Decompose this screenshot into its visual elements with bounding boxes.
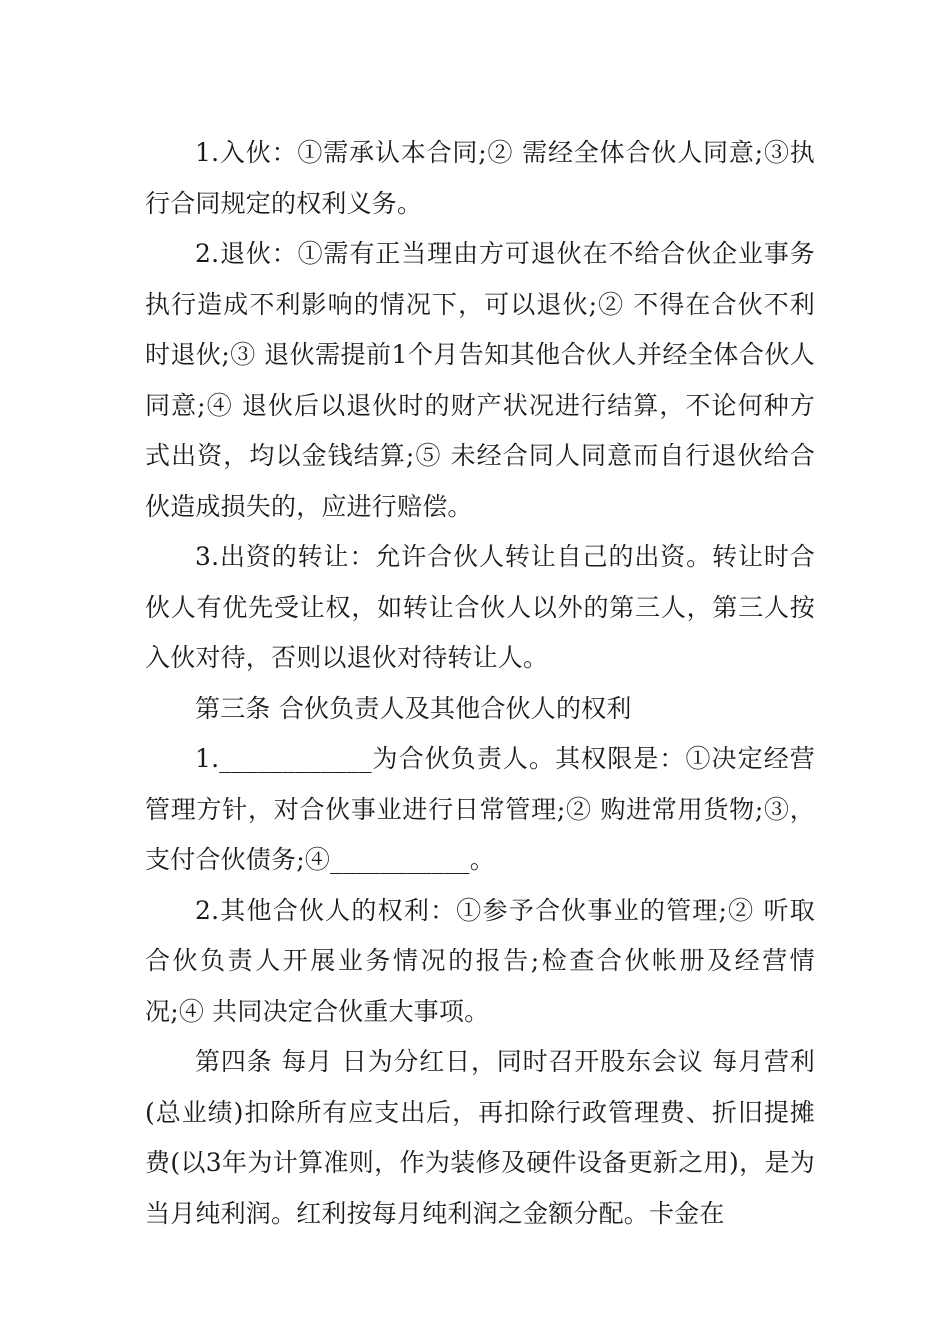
document-body <box>145 128 815 1239</box>
article-four-dividends: 第四条 每月 日为分红日，同时召开股东会议 每月营利(总业绩)扣除所有应支出后，再扣除行政管理费、折旧提摊费(以3年为计算准则，作为装修及硬件设备更新之用)，是为当月纯利润。红利按每月纯利润之金额分配。卡金在 <box>145 1047 815 1228</box>
clause-admission: 1.入伙：①需承认本合同;② 需经全体合伙人同意;③执行合同规定的权利义务。 <box>145 138 815 218</box>
clause-manager-authority: 1.____________为合伙负责人。其权限是：①决定经营管理方针，对合伙事业进行日常管理;② 购进常用货物;③，支付合伙债务;④___________。 <box>145 744 815 874</box>
clause-withdrawal: 2.退伙：①需有正当理由方可退伙在不给合伙企业事务执行造成不利影响的情况下，可以退伙;② 不得在合伙不利时退伙;③ 退伙需提前1个月告知其他合伙人并经全体合伙人同意;④ 退伙后以退伙时的财产状况进行结算，不论何种方式出资，均以金钱结算;⑤ 未经合同人同意而自行退伙给合伙造成损失的，应进行赔偿。 <box>145 239 815 521</box>
clause-partner-rights: 2.其他合伙人的权利：①参予合伙事业的管理;② 听取合伙负责人开展业务情况的报告;检查合伙帐册及经营情况;④ 共同决定合伙重大事项。 <box>145 895 815 1026</box>
clause-capital-transfer: 3.出资的转让：允许合伙人转让自己的出资。转让时合伙人有优先受让权，如转让合伙人以外的第三人，第三人按入伙对待，否则以退伙对待转让人。 <box>145 542 815 672</box>
article-three-heading: 第三条 合伙负责人及其他合伙人的权利 <box>195 693 632 723</box>
